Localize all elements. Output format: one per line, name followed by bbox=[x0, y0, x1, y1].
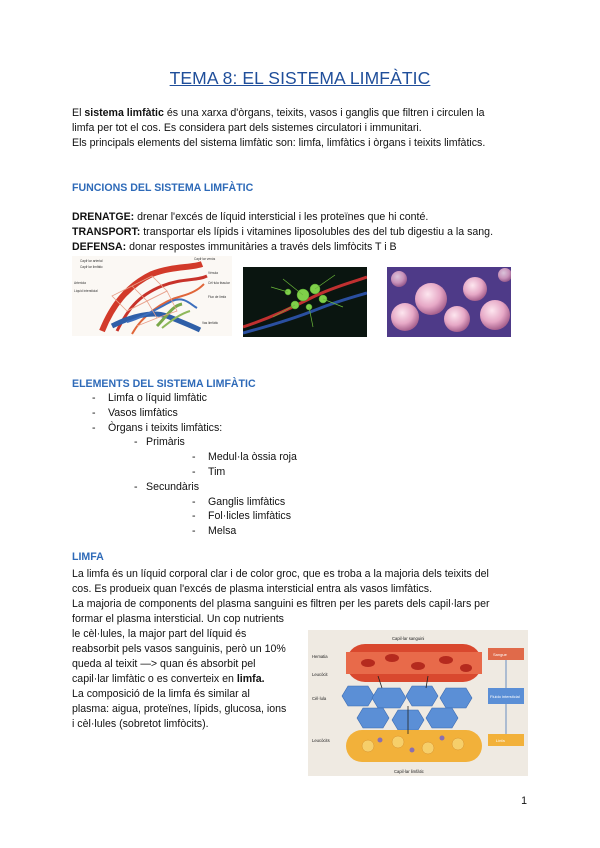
fig1-label: Líquid intersticial bbox=[74, 289, 98, 293]
function-text: transportar els lípids i vitamines liposolubles des del tub digestiu a la sang. bbox=[140, 226, 494, 238]
fig4-label-top: Capil·lar sanguini bbox=[392, 636, 425, 641]
intro-line-1-pre: El bbox=[72, 107, 85, 119]
limfa-narrow-line: La composició de la limfa és similar al bbox=[72, 688, 250, 700]
list-item-text: Primàris bbox=[146, 436, 185, 449]
fig1-label: Vènula bbox=[208, 271, 218, 275]
limfa-narrow-line: queda al teixit —> quan és absorbit pel bbox=[72, 658, 256, 670]
limfa-narrow-line: le cèl·lules, la major part del líquid és bbox=[72, 628, 247, 640]
list-item-text: Òrgans i teixits limfàtics: bbox=[108, 421, 223, 434]
lymphatic-network-image bbox=[243, 267, 367, 337]
list-dash: - bbox=[192, 465, 196, 478]
fig4-label-left: Leucòcit bbox=[312, 672, 328, 677]
fig1-label: Arteriola bbox=[74, 281, 86, 285]
fig1-label: Capil·lar arterial bbox=[80, 259, 103, 263]
list-dash: - bbox=[92, 406, 96, 419]
function-defensa bbox=[72, 240, 397, 255]
limfa-line: La limfa és un líquid corporal clar i de color groc, que es troba a la majoria dels teixits del bbox=[72, 568, 489, 580]
fig1-label: Capil·lar limfàtic bbox=[80, 265, 103, 269]
fig1-label: Flux de limfa bbox=[208, 295, 227, 299]
intro-line-1 bbox=[72, 106, 528, 121]
page-title: TEMA 8: EL SISTEMA LIMFÀTIC bbox=[169, 68, 431, 88]
fig1-label: Vas limfàtic bbox=[202, 321, 219, 325]
intro-bold-term: sistema limfàtic bbox=[84, 107, 164, 119]
list-dash: - bbox=[192, 495, 196, 508]
fig4-label-left: Cèl·lula bbox=[312, 696, 327, 701]
lymphocytes-image bbox=[387, 267, 511, 337]
function-text: donar respostes immunitàries a través dels limfòcits T i B bbox=[126, 241, 397, 253]
fig1-label: Capil·lar venós bbox=[194, 257, 216, 261]
function-term: DEFENSA: bbox=[72, 241, 127, 253]
fig4-label-right: Sangue bbox=[493, 652, 507, 657]
capillary-network-figure bbox=[72, 256, 232, 336]
limfa-line: formar el plasma intersticial. Un cop nutrients bbox=[72, 613, 284, 625]
list-item-text: Medul·la òssia roja bbox=[208, 451, 297, 464]
capillary-diagram-figure bbox=[308, 630, 528, 776]
list-item-text: Fol·licles limfàtics bbox=[208, 510, 291, 523]
list-item-text: Limfa o líquid limfàtic bbox=[108, 392, 207, 404]
function-transport bbox=[72, 225, 493, 240]
list-item-text: Tim bbox=[208, 465, 226, 478]
fig4-label-bottom: Capil·lar limfàtic bbox=[394, 769, 424, 774]
limfa-bold-end: limfa. bbox=[236, 673, 265, 685]
page-number: 1 bbox=[521, 795, 527, 807]
fig1-label: Cèl·lula tissular bbox=[208, 281, 230, 285]
limfa-narrow-line: reabsorbit pels vasos sanguinis, però un 10% bbox=[72, 643, 286, 655]
limfa-narrow-line: plasma: aigua, proteïnes, lípids, glucosa, ions bbox=[72, 703, 287, 715]
function-term: TRANSPORT: bbox=[72, 226, 141, 238]
limfa-line: cos. Es produeix quan l'excés de plasma intersticial entra als vasos limfàtics. bbox=[72, 583, 433, 595]
list-item-text: Melsa bbox=[208, 525, 237, 538]
list-dash: - bbox=[134, 480, 138, 493]
list-dash: - bbox=[92, 392, 96, 404]
list-dash: - bbox=[134, 436, 138, 449]
fig4-label-right: Fluido intersticial bbox=[490, 694, 520, 699]
limfa-heading: LIMFA bbox=[72, 551, 104, 563]
limfa-narrow-text: capil·lar limfàtic o es converteix en bbox=[72, 673, 237, 685]
list-item-text: Vasos limfàtics bbox=[108, 406, 178, 419]
fig4-label-left: Hematia bbox=[312, 654, 328, 659]
function-drenatge bbox=[72, 210, 428, 225]
function-text: drenar l'excés de líquid intersticial i les proteïnes que hi conté. bbox=[134, 211, 429, 223]
intro-line-1-post: és una xarxa d'òrgans, teixits, vasos i ganglis que filtren i circulen la bbox=[163, 107, 485, 119]
limfa-narrow-line: i cèl·lules (sobretot limfòcits). bbox=[72, 718, 209, 730]
functions-heading: FUNCIONS DEL SISTEMA LIMFÀTIC bbox=[72, 182, 254, 194]
limfa-narrow-line-bold bbox=[72, 672, 265, 687]
limfa-line: La majoria de components del plasma sanguini es filtren per les parets dels capil·lars per bbox=[72, 598, 490, 610]
list-item-text: Secundàris bbox=[146, 480, 199, 493]
fig4-label-right: Linfa bbox=[496, 738, 505, 743]
intro-line-3: Els principals elements del sistema limfàtic son: limfa, limfàtics i òrgans i teixits limfàtics. bbox=[72, 137, 486, 149]
list-dash: - bbox=[92, 421, 96, 434]
function-term: DRENATGE: bbox=[72, 211, 135, 223]
elements-heading: ELEMENTS DEL SISTEMA LIMFÀTIC bbox=[72, 378, 256, 390]
list-dash: - bbox=[192, 510, 196, 523]
fig4-label-left: Leucòcits bbox=[312, 738, 330, 743]
list-dash: - bbox=[192, 525, 196, 538]
list-item-text: Ganglis limfàtics bbox=[208, 495, 286, 508]
intro-line-2: limfa per tot el cos. Es considera part dels sistemes circulatori i immunitari. bbox=[72, 122, 422, 134]
list-dash: - bbox=[192, 451, 196, 464]
